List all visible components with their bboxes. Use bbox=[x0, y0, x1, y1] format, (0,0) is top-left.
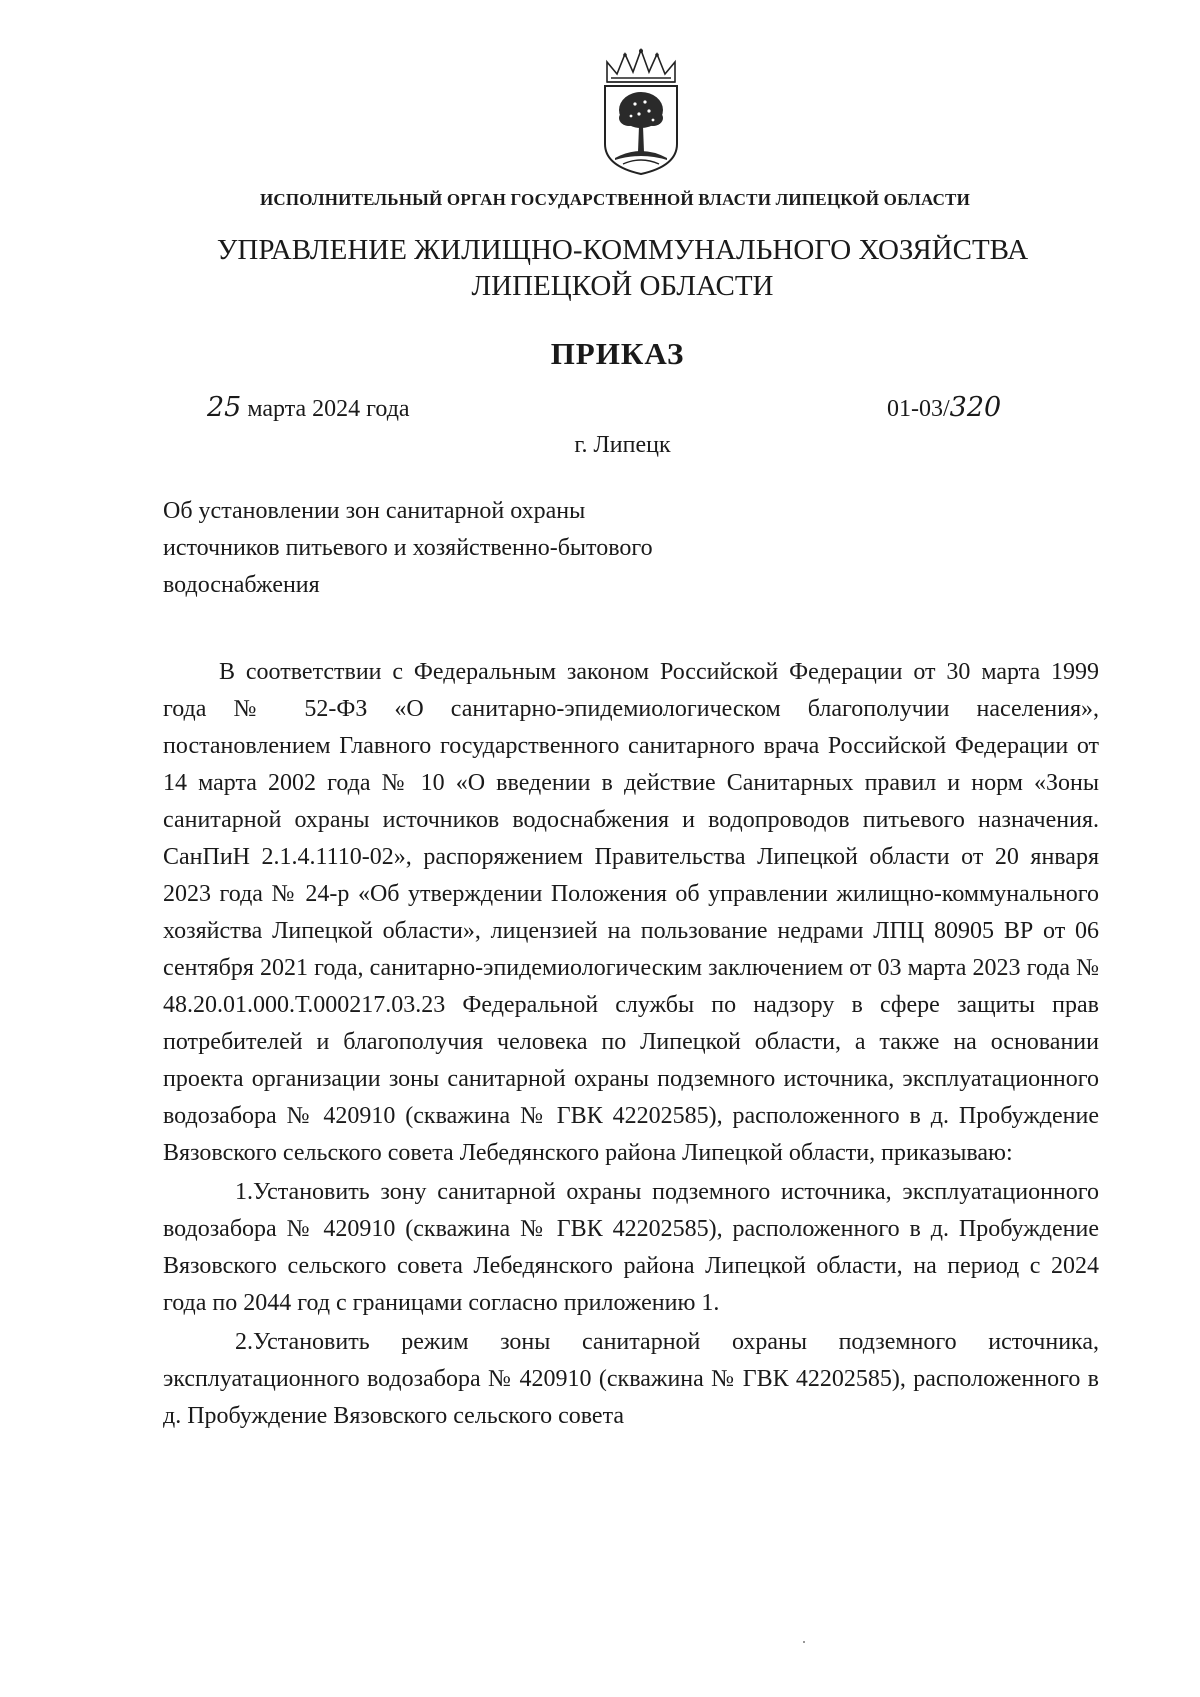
number-prefix: 01-03/ bbox=[887, 396, 950, 422]
subject-line2: источников питьевого и хозяйственно-бытового bbox=[163, 535, 653, 561]
subject-line1: Об установлении зон санитарной охраны bbox=[163, 498, 586, 524]
order-item-2: 2.Установить режим зоны санитарной охраны подземного источника, эксплуатационного водозабора № 420910 (скважина № ГВК 42202585), расположенного в д. Пробуждение Вязовского сельского совета bbox=[163, 1329, 1099, 1429]
issuing-authority: ИСПОЛНИТЕЛЬНЫЙ ОРГАН ГОСУДАРСТВЕННОЙ ВЛАСТИ ЛИПЕЦКОЙ ОБЛАСТИ bbox=[259, 190, 971, 209]
document-body bbox=[163, 654, 1099, 1435]
document-subject bbox=[163, 493, 803, 604]
department-title bbox=[0, 232, 1200, 304]
department-title-line1: УПРАВЛЕНИЕ ЖИЛИЩНО-КОММУНАЛЬНОГО ХОЗЯЙСТВА bbox=[216, 234, 1029, 266]
document-city: г. Липецк bbox=[574, 432, 671, 458]
preamble-paragraph: В соответствии с Федеральным законом Российской Федерации от 30 марта 1999 года № 52-ФЗ «О санитарно-эпидемиологическом благополучии населения», постановлением Главного государственного санитарного врача Российской Федерации от 14 марта 2002 года № 10 «О введении в действие Санитарных правил и норм «Зоны санитарной охраны источников водоснабжения и водопроводов питьевого назначения. СанПиН 2.1.4.1110-02», распоряжением Правительства Липецкой области от 20 января 2023 года № 24-р «Об утверждении Положения об управлении жилищно-коммунального хозяйства Липецкой области», лицензией на пользование недрами ЛПЦ 80905 ВР от 06 сентября 2021 года, санитарно-эпидемиологическим заключением от 03 марта 2023 года № 48.20.01.000.Т.000217.03.23 Федеральной службы по надзору в сфере защиты прав потребителей и благополучия человека по Липецкой области, а также на основании проекта организации зоны санитарной охраны подземного источника, эксплуатационного водозабора № 420910 (скважина № ГВК 42202585), расположенного в д. Пробуждение Вязовского сельского совета Лебедянского района Липецкой области, приказываю: bbox=[163, 659, 1099, 1166]
document-type: ПРИКАЗ bbox=[550, 336, 685, 371]
date-day-handwritten: 25 bbox=[207, 392, 242, 423]
number-handwritten: 320 bbox=[949, 392, 1002, 423]
scan-speck bbox=[803, 1641, 805, 1643]
department-title-line2: ЛИПЕЦКОЙ ОБЛАСТИ bbox=[471, 270, 774, 302]
order-item-1: 1.Установить зону санитарной охраны подземного источника, эксплуатационного водозабора № 420910 (скважина № ГВК 42202585), расположенного в д. Пробуждение Вязовского сельского совета Лебедянского района Липецкой области, на период с 2024 года по 2044 год с границами согласно приложению 1. bbox=[163, 1179, 1099, 1316]
document-date bbox=[207, 392, 410, 423]
coat-of-arms-icon bbox=[593, 48, 689, 176]
subject-line3: водоснабжения bbox=[163, 572, 320, 598]
date-rest: марта 2024 года bbox=[241, 396, 410, 422]
document-number bbox=[887, 392, 1001, 423]
